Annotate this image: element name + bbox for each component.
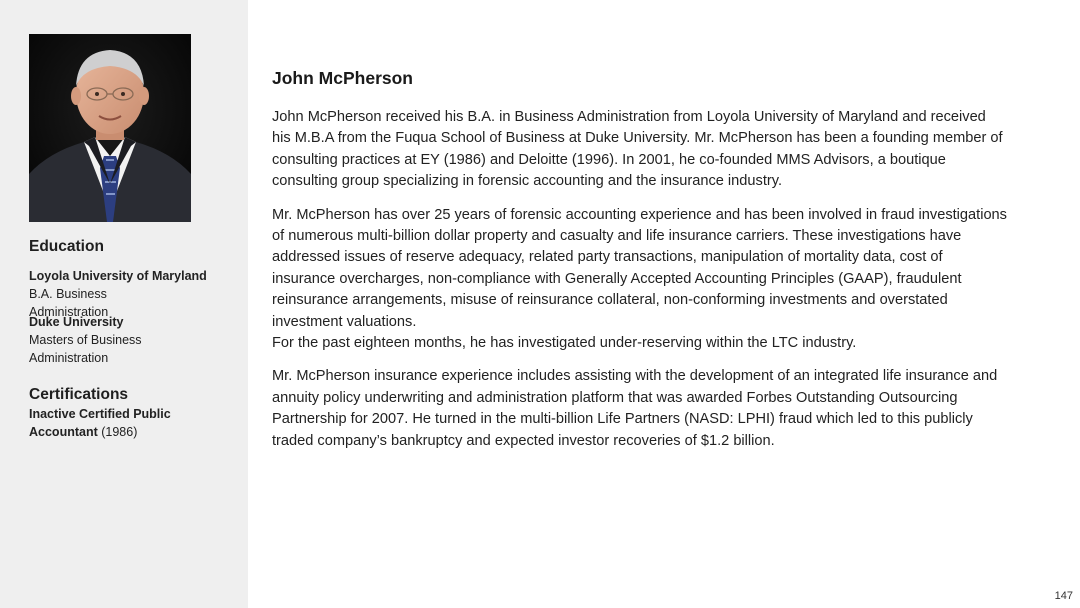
bio-content bbox=[272, 66, 1008, 464]
bio-paragraph-education: John McPherson received his B.A. in Business Administration from Loyola University of Maryland and received his M.B.A from the Fuqua School of Business at Duke University. Mr. McPherson has been a founding member of consulting practices at EY (1986) and Deloitte (1996). In 2001, he co-founded MMS Advisors, a boutique consulting group specializing in forensic accounting and the insurance industry. bbox=[272, 109, 1003, 190]
certifications-heading: Certifications bbox=[29, 386, 129, 403]
degree-name: Masters of Business Administration bbox=[29, 333, 142, 365]
institution-name: Duke University bbox=[29, 315, 124, 329]
profile-photo bbox=[29, 34, 191, 222]
certification-name: Inactive Certified Public Accountant bbox=[29, 407, 171, 439]
page-number: 147 bbox=[1054, 590, 1073, 602]
degree-name: B.A. Business Administration bbox=[29, 287, 109, 319]
institution-name: Loyola University of Maryland bbox=[29, 269, 207, 283]
certification-entry bbox=[29, 405, 199, 441]
bio-paragraph-experience: Mr. McPherson has over 25 years of forensic accounting experience and has been involved in fraud investigations of numerous multi-billion dollar property and casualty and life insurance carriers. These investigations have addressed issues of reserve adequacy, related party transactions, manipulation of mortality data, cost of insurance overcharges, non-compliance with Generally Accepted Accounting Principles (GAAP), fraudulent reinsurance arrangements, misuse of reinsurance collateral, non-conforming investments and overstated investment valuations. bbox=[272, 206, 1007, 330]
bio-paragraph-insurance-experience: Mr. McPherson insurance experience includes assisting with the development of an integrated life insurance and annuity policy underwriting and administration platform that was awarded Forbes Outstanding Outsourcing Partnership for 2007. He turned in the multi-billion Life Partners (NASD: LPHI) fraud which led to this publicly traded company’s bankruptcy and expected investor recoveries of $1.2 billion. bbox=[272, 368, 998, 449]
sidebar bbox=[0, 0, 248, 608]
education-heading: Education bbox=[29, 238, 104, 255]
bio-paragraph-recent-work: For the past eighteen months, he has investigated under-reserving within the LTC industry. bbox=[272, 335, 857, 352]
person-name: John McPherson bbox=[272, 68, 413, 88]
certification-year: (1986) bbox=[101, 425, 138, 439]
education-entry-duke bbox=[29, 313, 234, 367]
